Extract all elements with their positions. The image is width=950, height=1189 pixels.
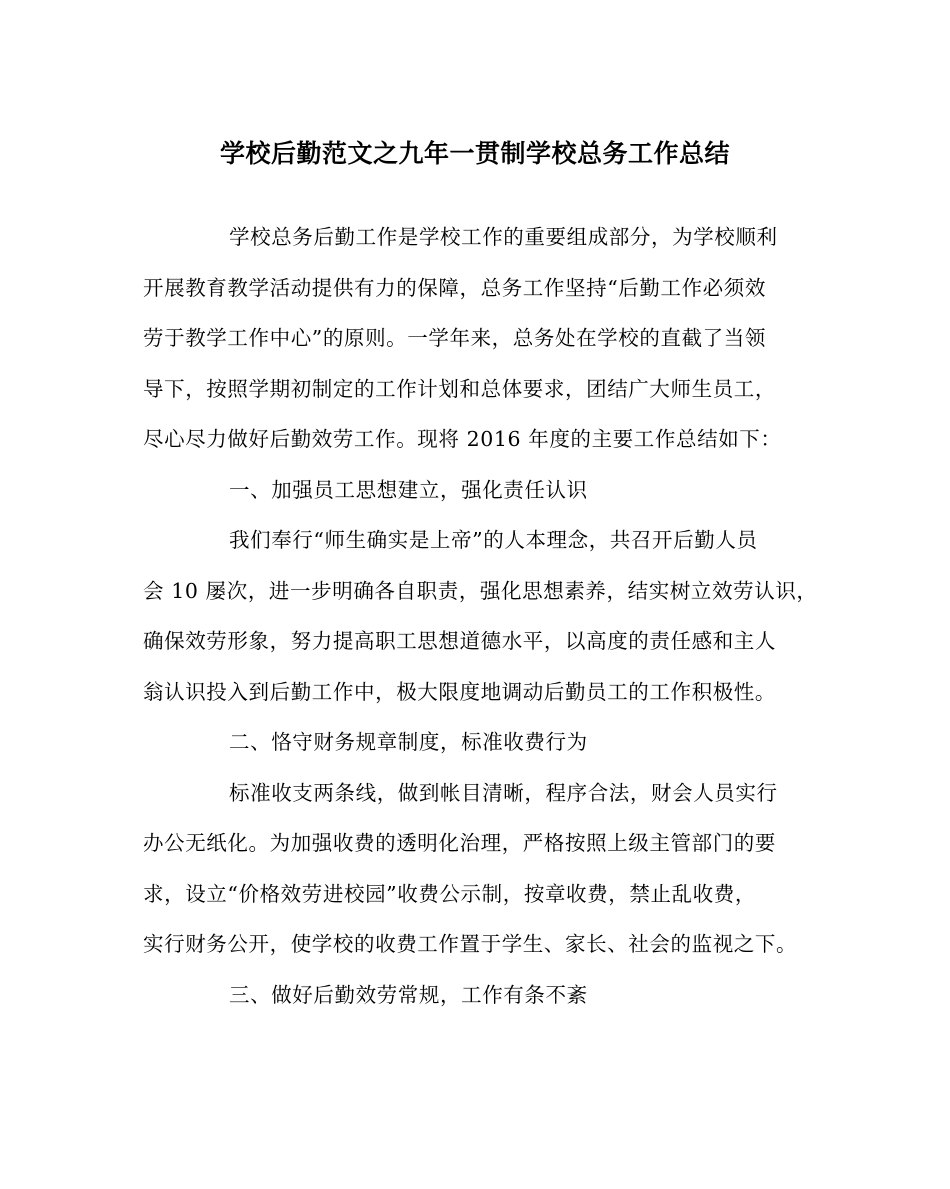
section-heading-3: 三、做好后勤效劳常规，工作有条不紊 xyxy=(229,982,588,1007)
paragraph-line: 办公无纸化。为加强收费的透明化治理，严格按照上级主管部门的要 xyxy=(143,831,776,855)
paragraph-line: 开展教育教学活动提供有力的保障，总务工作坚持“后勤工作必须效 xyxy=(143,275,766,300)
paragraph-line: 学校总务后勤工作是学校工作的重要组成部分，为学校顺利 xyxy=(229,225,778,249)
section-heading-2: 二、恪守财务规章制度，标准收费行为 xyxy=(229,730,588,754)
paragraph-line: 翁认识投入到后勤工作中，极大限度地调动后勤员工的工作积极性。 xyxy=(143,679,776,704)
document-title: 学校后勤范文之九年一贯制学校总务工作总结 xyxy=(219,139,730,168)
paragraph-line: 劳于教学工作中心”的原则。一学年来，总务处在学校的直截了当领 xyxy=(143,326,766,350)
paragraph-line: 标准收支两条线，做到帐目清晰，程序合法，财会人员实行 xyxy=(229,780,778,805)
paragraph-line: 导下，按照学期初制定的工作计划和总体要求，团结广大师生员工， xyxy=(143,376,776,401)
document-body xyxy=(143,217,833,1025)
paragraph-line: 实行财务公开，使学校的收费工作置于学生、家长、社会的监视之下。 xyxy=(143,932,798,956)
paragraph-line: 求，设立“价格效劳进校园”收费公示制，按章收费，禁止乱收费， xyxy=(143,881,756,906)
paragraph-line: 会 10 屡次，进一步明确各自职责，强化思想素养，结实树立效劳认识， xyxy=(143,578,818,603)
section-heading-1: 一、加强员工思想建立，强化责任认识 xyxy=(229,477,588,502)
paragraph-line: 尽心尽力做好后勤效劳工作。现将 2016 年度的主要工作总结如下： xyxy=(143,427,782,451)
paragraph-line: 确保效劳形象，努力提高职工思想道德水平，以高度的责任感和主人 xyxy=(143,629,776,653)
paragraph-line: 我们奉行“师生确实是上帝”的人本理念，共召开后勤人员 xyxy=(229,528,758,552)
